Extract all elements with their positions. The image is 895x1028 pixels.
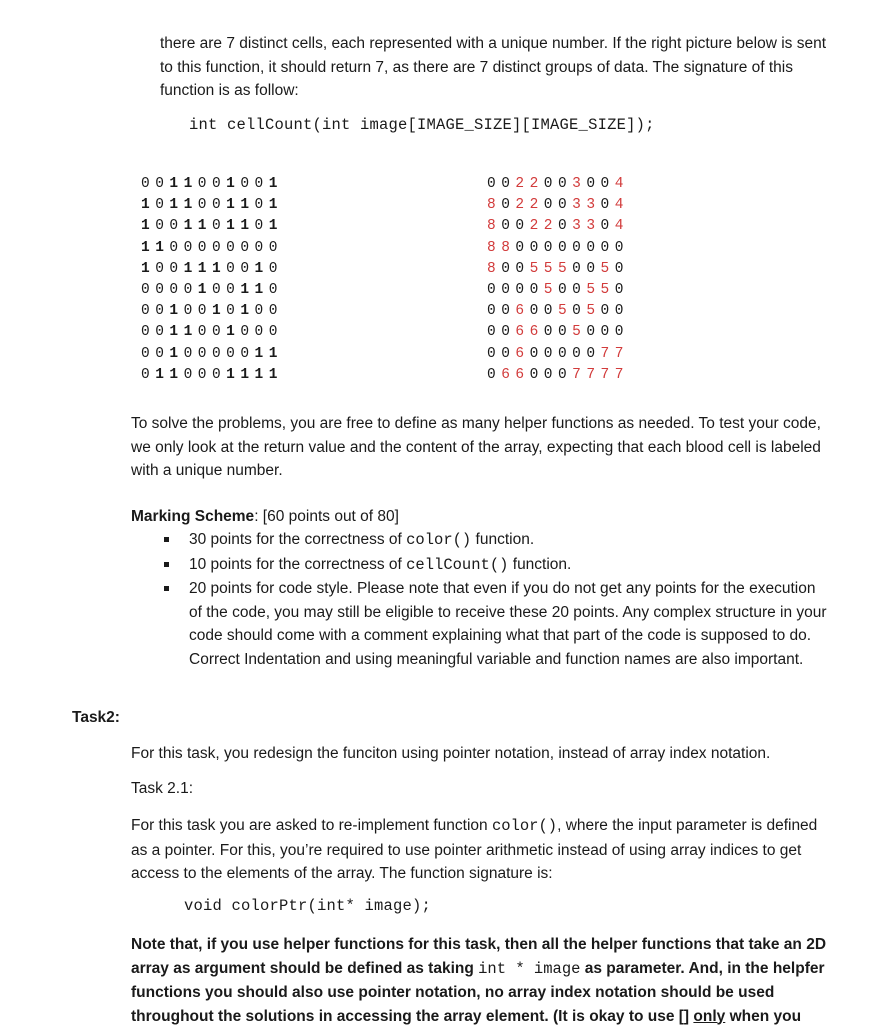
- grid-cell: 0: [183, 281, 193, 298]
- grid-row: [487, 195, 629, 216]
- grid-cell: 0: [197, 197, 207, 214]
- grid-cell: 5: [600, 260, 610, 277]
- grid-cell: 0: [197, 303, 207, 320]
- grid-cell: 1: [169, 366, 179, 383]
- grid-cell: 0: [586, 176, 596, 192]
- grid-cell: 1: [240, 366, 250, 383]
- grid-cell: 5: [600, 281, 610, 298]
- grid-cell: 1: [183, 218, 193, 235]
- grid-cell: 0: [543, 239, 553, 256]
- task21-heading: Task 2.1:: [131, 780, 194, 797]
- grid-row: [141, 280, 283, 301]
- grid-cell: 0: [183, 345, 193, 362]
- grid-cell: 1: [183, 197, 193, 214]
- grid-cell: 1: [254, 281, 264, 298]
- grid-cell: 0: [543, 366, 553, 383]
- grid-cell: 0: [572, 260, 581, 277]
- grid-cell: 1: [226, 176, 235, 192]
- grid-cell: 0: [211, 239, 221, 256]
- binary-image-grid: [141, 174, 283, 386]
- grid-cell: 0: [226, 345, 235, 362]
- grid-row: [487, 280, 629, 301]
- grid-cell: 8: [487, 260, 496, 277]
- grid-cell: 0: [586, 260, 596, 277]
- grid-cell: 0: [529, 303, 539, 320]
- grid-cell: 4: [614, 197, 624, 214]
- grid-cell: 7: [600, 366, 610, 383]
- grid-cell: 5: [557, 303, 567, 320]
- grid-cell: 0: [614, 324, 624, 341]
- grid-cell: 1: [268, 366, 278, 383]
- grid-cell: 0: [600, 324, 610, 341]
- grid-cell: 8: [487, 239, 496, 256]
- grid-cell: 1: [240, 281, 250, 298]
- intro-paragraph: there are 7 distinct cells, each represented with a unique number. If the right picture below is sent to this function, it should return 7, as there are 7 distinct groups of data. The signature of this function is as follow:: [160, 35, 827, 99]
- grid-cell: 1: [211, 303, 221, 320]
- cellcount-signature: int cellCount(int image[IMAGE_SIZE][IMAGE_SIZE]);: [189, 116, 655, 134]
- grid-cell: 0: [487, 345, 496, 362]
- grid-row: [141, 216, 283, 237]
- grid-cell: 3: [572, 197, 581, 214]
- grid-cell: 2: [529, 176, 539, 192]
- grid-cell: 0: [141, 345, 150, 362]
- grid-cell: 0: [515, 260, 525, 277]
- grid-cell: 1: [169, 176, 179, 192]
- grid-cell: 2: [529, 197, 539, 214]
- grid-cell: 6: [529, 324, 539, 341]
- grid-cell: 1: [211, 260, 221, 277]
- grid-cell: 1: [141, 260, 150, 277]
- grid-cell: 0: [487, 176, 496, 192]
- grid-cell: 0: [501, 281, 510, 298]
- grid-row: [141, 344, 283, 365]
- grid-cell: 0: [557, 324, 567, 341]
- grid-row: [141, 259, 283, 280]
- grid-cell: 0: [501, 197, 510, 214]
- grid-cell: 1: [226, 366, 235, 383]
- grid-cell: 5: [529, 260, 539, 277]
- grid-cell: 3: [586, 218, 596, 235]
- grid-cell: 0: [557, 366, 567, 383]
- grid-cell: 0: [240, 239, 250, 256]
- grid-cell: 1: [268, 345, 278, 362]
- grid-cell: 0: [240, 176, 250, 192]
- grid-cell: 6: [515, 303, 525, 320]
- grid-cell: 2: [515, 197, 525, 214]
- grid-cell: 0: [254, 197, 264, 214]
- grid-cell: 4: [614, 218, 624, 235]
- grid-cell: 1: [183, 260, 193, 277]
- grid-cell: 0: [197, 366, 207, 383]
- grid-cell: 1: [169, 303, 179, 320]
- grid-cell: 1: [268, 176, 278, 192]
- grid-cell: 0: [141, 303, 150, 320]
- grid-cell: 5: [543, 281, 553, 298]
- grid-cell: 0: [600, 197, 610, 214]
- grid-cell: 0: [614, 281, 624, 298]
- grid-cell: 0: [600, 218, 610, 235]
- grid-row: [141, 301, 283, 322]
- grid-cell: 0: [155, 303, 164, 320]
- bullet-icon: [164, 537, 169, 542]
- grid-cell: 4: [614, 176, 624, 192]
- grid-cell: 0: [600, 239, 610, 256]
- grid-cell: 0: [254, 324, 264, 341]
- grid-cell: 0: [197, 239, 207, 256]
- grid-cell: 0: [487, 366, 496, 383]
- grid-cell: 0: [240, 345, 250, 362]
- grid-cell: 6: [515, 324, 525, 341]
- grid-cell: 0: [572, 303, 581, 320]
- grid-cell: 2: [515, 176, 525, 192]
- grid-cell: 0: [254, 218, 264, 235]
- grid-cell: 1: [226, 197, 235, 214]
- grid-cell: 0: [557, 281, 567, 298]
- task2-intro: For this task, you redesign the funciton using pointer notation, instead of array index notation.: [131, 745, 771, 762]
- grid-cell: 0: [487, 281, 496, 298]
- grid-cell: 0: [614, 260, 624, 277]
- grid-cell: 1: [226, 218, 235, 235]
- grid-cell: 0: [211, 324, 221, 341]
- grid-row: [487, 301, 629, 322]
- grid-cell: 7: [614, 366, 624, 383]
- grid-cell: 0: [169, 239, 179, 256]
- grid-cell: 0: [197, 345, 207, 362]
- grid-row: [487, 238, 629, 259]
- marking-scheme-label: Marking Scheme: [131, 508, 255, 525]
- grid-cell: 1: [254, 366, 264, 383]
- grid-cell: 0: [155, 324, 164, 341]
- grid-cell: 8: [487, 218, 496, 235]
- marking-item-color: 30 points for the correctness of color() function.: [131, 528, 831, 553]
- grid-cell: 6: [515, 366, 525, 383]
- grid-cell: 0: [572, 345, 581, 362]
- grid-cell: 5: [586, 281, 596, 298]
- grid-row: [487, 259, 629, 280]
- grid-cell: 0: [211, 366, 221, 383]
- grid-cell: 1: [240, 218, 250, 235]
- grid-cell: 0: [529, 281, 539, 298]
- grid-cell: 0: [226, 239, 235, 256]
- grid-cell: 3: [572, 218, 581, 235]
- grid-row: [141, 322, 283, 343]
- marking-scheme-points: : [60 points out of 80]: [254, 508, 399, 525]
- grid-cell: 0: [543, 176, 553, 192]
- grid-cell: 0: [487, 324, 496, 341]
- grid-cell: 0: [141, 366, 150, 383]
- grid-cell: 1: [183, 324, 193, 341]
- grid-cell: 3: [572, 176, 581, 192]
- grid-cell: 0: [268, 260, 278, 277]
- grid-cell: 2: [529, 218, 539, 235]
- grid-cell: 8: [487, 197, 496, 214]
- grid-cell: 0: [557, 239, 567, 256]
- grid-cell: 0: [254, 176, 264, 192]
- grid-cell: 0: [515, 281, 525, 298]
- grid-cell: 3: [586, 197, 596, 214]
- grid-cell: 5: [572, 324, 581, 341]
- grid-cell: 0: [155, 281, 164, 298]
- grid-cell: 5: [557, 260, 567, 277]
- grid-cell: 6: [515, 345, 525, 362]
- grid-cell: 1: [197, 218, 207, 235]
- grid-cell: 0: [183, 303, 193, 320]
- grid-cell: 1: [197, 260, 207, 277]
- grid-cell: 1: [141, 197, 150, 214]
- grid-cell: 1: [155, 366, 164, 383]
- inline-code: cellCount(): [406, 555, 509, 574]
- grid-cell: 0: [515, 239, 525, 256]
- grid-cell: 7: [572, 366, 581, 383]
- grid-row: [487, 344, 629, 365]
- task21-note: Note that, if you use helper functions for this task, then all the helper functions that take an 2D array as argument should be defined as taking int * image as parameter. And, in the helpfer functions you should also use pointer notation, no array index notation should be used throughout the solutions in accessing the array element. (It is okay to use [] only when you: [131, 936, 827, 1025]
- grid-cell: 0: [169, 281, 179, 298]
- grid-cell: 0: [529, 239, 539, 256]
- grid-cell: 8: [501, 239, 510, 256]
- grid-row: [141, 365, 283, 386]
- grid-cell: 0: [614, 303, 624, 320]
- grid-cell: 0: [169, 218, 179, 235]
- grid-row: [487, 365, 629, 386]
- grid-cell: 0: [268, 303, 278, 320]
- grid-cell: 0: [586, 324, 596, 341]
- grid-cell: 2: [543, 218, 553, 235]
- grid-cell: 0: [268, 324, 278, 341]
- task21-paragraph: For this task you are asked to re-implement function color(), where the input parameter is defined as a pointer. For this, you’re required to use pointer arithmetic instead of using array indices to get access to the elements of the array. The function signature is:: [131, 817, 818, 882]
- grid-cell: 0: [169, 260, 179, 277]
- grid-cell: 0: [141, 176, 150, 192]
- bullet-icon: [164, 562, 169, 567]
- grid-cell: 1: [254, 260, 264, 277]
- grid-cell: 0: [543, 303, 553, 320]
- grid-cell: 0: [543, 345, 553, 362]
- grid-cell: 1: [254, 345, 264, 362]
- grid-cell: 0: [557, 176, 567, 192]
- grid-cell: 0: [211, 281, 221, 298]
- marking-item-style: 20 points for code style. Please note that even if you do not get any points for the execution of the code, you may still be eligible to receive these 20 points. Any complex structure in your code should come with a comment explaining what that part of the code is supposed to do. Correct Indentation and using meaningful variable and function names are also important.: [131, 577, 831, 671]
- grid-cell: 0: [240, 260, 250, 277]
- grid-cell: 0: [501, 324, 510, 341]
- grid-cell: 0: [268, 239, 278, 256]
- inline-code: color(): [491, 817, 558, 835]
- grid-cell: 0: [557, 345, 567, 362]
- grid-cell: 7: [586, 366, 596, 383]
- grid-cell: 0: [226, 303, 235, 320]
- grid-cell: 1: [240, 303, 250, 320]
- grid-cell: 0: [572, 239, 581, 256]
- grid-cell: 6: [501, 366, 510, 383]
- grid-cell: 0: [141, 324, 150, 341]
- grid-cell: 1: [240, 197, 250, 214]
- grid-cell: 0: [240, 324, 250, 341]
- grid-cell: 0: [557, 218, 567, 235]
- grid-cell: 0: [501, 260, 510, 277]
- grid-cell: 1: [197, 281, 207, 298]
- grid-cell: 5: [543, 260, 553, 277]
- inline-code: color(): [406, 531, 472, 549]
- grid-cell: 0: [543, 197, 553, 214]
- grid-cell: 1: [141, 218, 150, 235]
- grid-cell: 0: [155, 260, 164, 277]
- grid-cell: 0: [141, 281, 150, 298]
- grid-cell: 7: [600, 345, 610, 362]
- grid-row: [141, 195, 283, 216]
- grid-cell: 5: [586, 303, 596, 320]
- grid-cell: 0: [557, 197, 567, 214]
- grid-cell: 0: [268, 281, 278, 298]
- grid-cell: 0: [183, 239, 193, 256]
- grid-cell: 0: [586, 345, 596, 362]
- grid-cell: 0: [586, 239, 596, 256]
- grid-cell: 0: [197, 324, 207, 341]
- labeled-image-grid: [487, 174, 629, 386]
- grid-row: [487, 322, 629, 343]
- bullet-icon: [164, 586, 169, 591]
- grid-cell: 0: [501, 176, 510, 192]
- grid-cell: 0: [183, 366, 193, 383]
- marking-scheme-list: [131, 528, 831, 671]
- inline-code: int * image: [478, 959, 581, 978]
- marking-item-cellcount: 10 points for the correctness of cellCount() function.: [131, 553, 831, 578]
- grid-cell: 1: [268, 197, 278, 214]
- grid-cell: 0: [197, 176, 207, 192]
- grid-cell: 0: [529, 345, 539, 362]
- grid-cell: 0: [254, 239, 264, 256]
- grid-cell: 7: [614, 345, 624, 362]
- grid-cell: 0: [501, 218, 510, 235]
- grid-cell: 1: [155, 239, 164, 256]
- grid-cell: 0: [155, 176, 164, 192]
- grid-cell: 0: [226, 281, 235, 298]
- grid-cell: 1: [141, 239, 150, 256]
- grid-cell: 1: [169, 345, 179, 362]
- grid-cell: 0: [226, 260, 235, 277]
- grid-cell: 0: [501, 345, 510, 362]
- grid-row: [487, 216, 629, 237]
- grid-cell: 0: [543, 324, 553, 341]
- grid-row: [141, 174, 283, 195]
- grid-cell: 0: [211, 197, 221, 214]
- grid-cell: 0: [155, 197, 164, 214]
- grid-cell: 0: [155, 218, 164, 235]
- grid-cell: 1: [169, 197, 179, 214]
- grid-cell: 0: [211, 176, 221, 192]
- grid-cell: 0: [501, 303, 510, 320]
- grid-cell: 0: [487, 303, 496, 320]
- grid-cell: 0: [211, 218, 221, 235]
- solve-paragraph: To solve the problems, you are free to define as many helper functions as needed. To test your code, we only look at the return value and the content of the array, expecting that each blood cell is labeled with a unique number.: [131, 415, 821, 479]
- grid-cell: 0: [254, 303, 264, 320]
- grid-cell: 1: [183, 176, 193, 192]
- grid-cell: 1: [226, 324, 235, 341]
- grid-cell: 1: [169, 324, 179, 341]
- grid-cell: 1: [268, 218, 278, 235]
- grid-cell: 0: [529, 366, 539, 383]
- grid-cell: 0: [600, 303, 610, 320]
- grid-cell: 0: [614, 239, 624, 256]
- grid-cell: 0: [211, 345, 221, 362]
- grid-cell: 0: [600, 176, 610, 192]
- grid-cell: 0: [572, 281, 581, 298]
- grid-row: [141, 238, 283, 259]
- grid-cell: 0: [155, 345, 164, 362]
- marking-scheme-heading: [131, 505, 399, 529]
- grid-row: [487, 174, 629, 195]
- colorptr-signature: void colorPtr(int* image);: [184, 897, 432, 915]
- task2-heading: Task2:: [72, 709, 120, 726]
- grid-cell: 0: [515, 218, 525, 235]
